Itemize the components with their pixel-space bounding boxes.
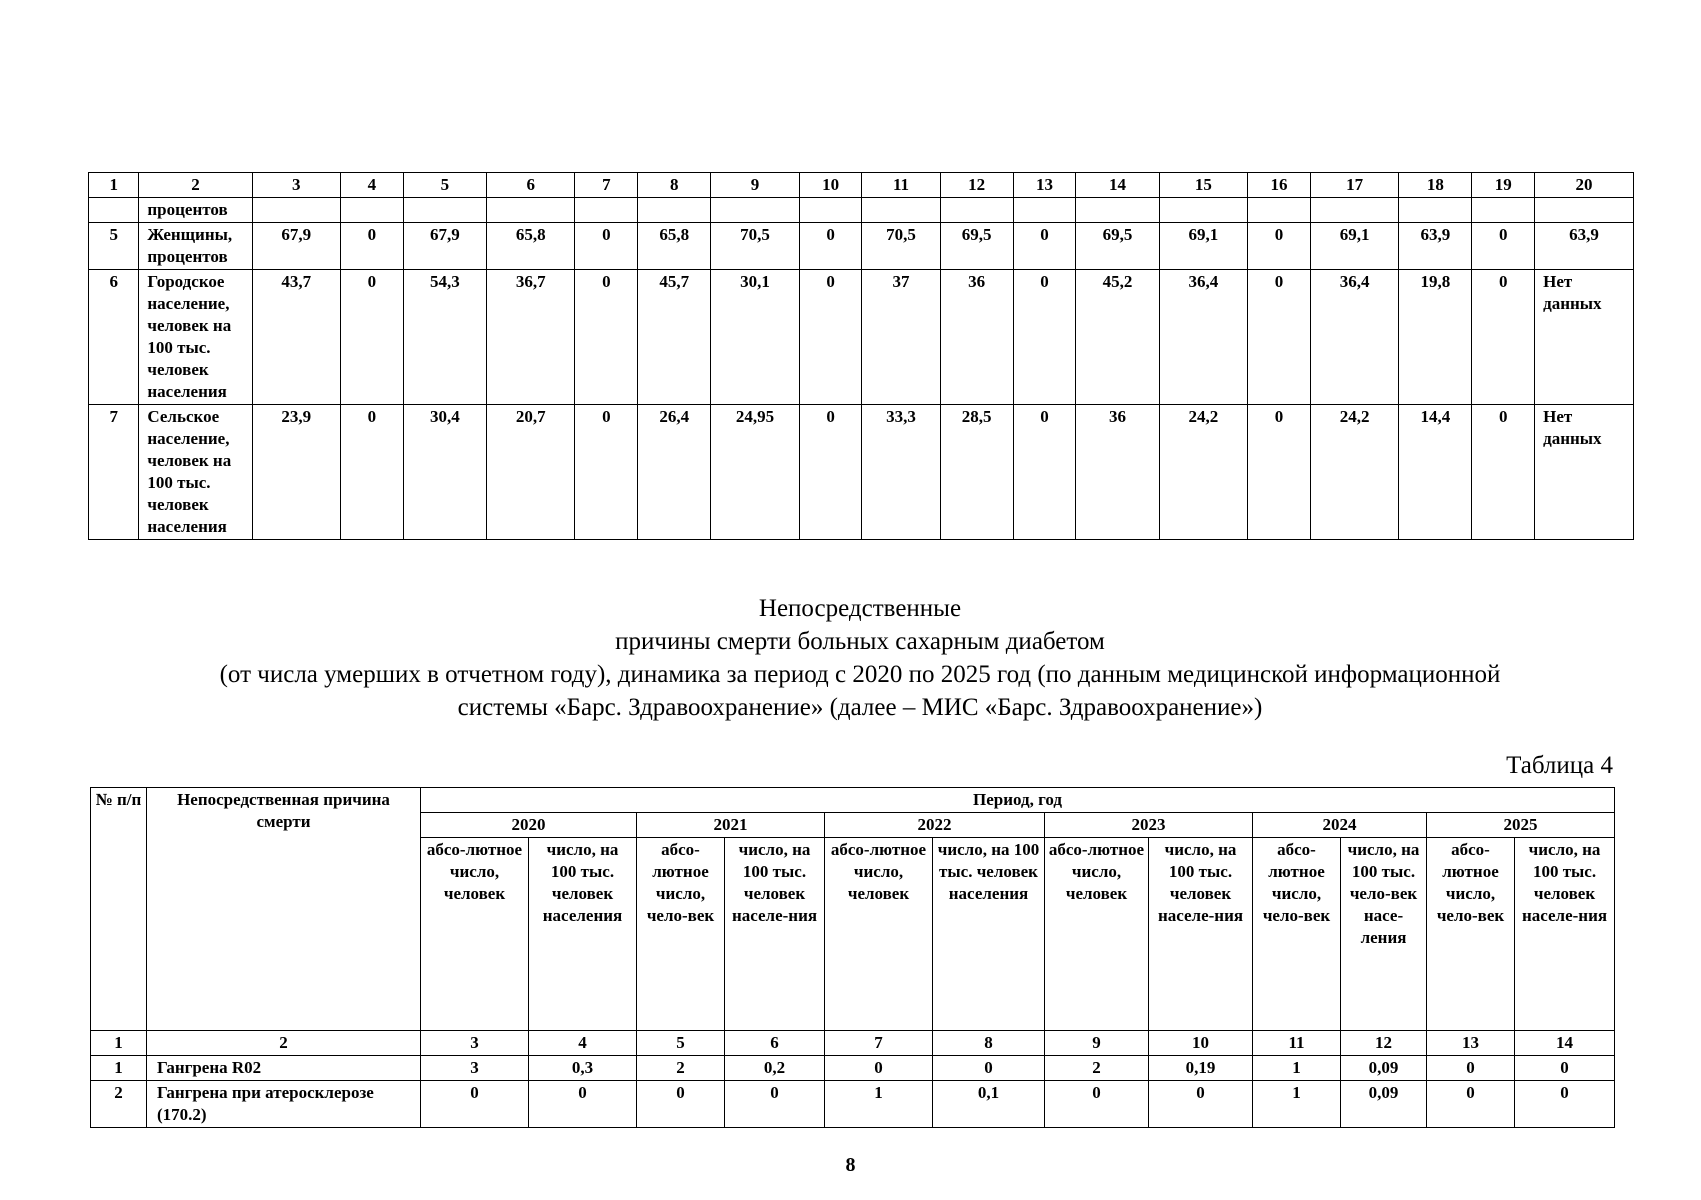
table-label: Таблица 4: [1506, 752, 1613, 779]
table-cell: Нет данных: [1535, 270, 1634, 405]
table-cell: 69,5: [1076, 223, 1159, 270]
column-number: 2: [139, 173, 252, 198]
table-cell: 0: [1013, 270, 1076, 405]
column-number: 7: [825, 1031, 933, 1056]
table-cell: 65,8: [638, 223, 711, 270]
column-number: 8: [638, 173, 711, 198]
subheader: число, на 100 тыс. человек населе-ния: [1149, 838, 1253, 1031]
column-number: 11: [1253, 1031, 1341, 1056]
table-cell: [711, 198, 799, 223]
subheader: абсо-лютное число, человек: [1045, 838, 1149, 1031]
table-cell: 0: [1515, 1081, 1615, 1128]
column-number: 14: [1076, 173, 1159, 198]
table-cell: 63,9: [1535, 223, 1634, 270]
table-cell: 0: [1248, 405, 1311, 540]
period-header: Период, год: [421, 788, 1615, 813]
table-cell: 0,09: [1341, 1081, 1427, 1128]
table-row: [89, 405, 1634, 540]
table-cell: 36: [1076, 405, 1159, 540]
page-number: 8: [845, 1154, 856, 1176]
table-cell: 3: [421, 1056, 529, 1081]
column-number: 4: [340, 173, 403, 198]
table-cell: 28,5: [940, 405, 1013, 540]
table-cell: 36: [940, 270, 1013, 405]
column-number: 5: [403, 173, 486, 198]
subheader: число, на 100 тыс. чело-век насе-ления: [1341, 838, 1427, 1031]
table-cell: 63,9: [1399, 223, 1472, 270]
subheader: абсо-лютное число, чело-век: [1427, 838, 1515, 1031]
cause-cell: Гангрена при атеросклерозе (170.2): [147, 1081, 421, 1128]
subheader: число, на 100 тыс. человек населения: [529, 838, 637, 1031]
subheader: абсо-лютное число, человек: [421, 838, 529, 1031]
column-number: 9: [711, 173, 799, 198]
table-cell: 2: [1045, 1056, 1149, 1081]
column-number: 8: [933, 1031, 1045, 1056]
row-label: Городское население, человек на 100 тыс. человек населения: [139, 270, 252, 405]
table-cell: 30,4: [403, 405, 486, 540]
column-number: 20: [1535, 173, 1634, 198]
year-header: 2020: [421, 813, 637, 838]
table-cell: 0: [637, 1081, 725, 1128]
table-cell: 7: [89, 405, 139, 540]
column-number: 13: [1013, 173, 1076, 198]
table-cell: 1: [825, 1081, 933, 1128]
table-cell: 54,3: [403, 270, 486, 405]
cause-cell: Гангрена R02: [147, 1056, 421, 1081]
col-num-header: № п/п: [91, 788, 147, 1031]
table-cell: 0: [1013, 223, 1076, 270]
table-row: [91, 1081, 1615, 1128]
table-cell: 33,3: [862, 405, 940, 540]
subheader: абсо-лютное число, чело-век: [1253, 838, 1341, 1031]
table-cell: 0: [1472, 405, 1535, 540]
table-cell: 2: [637, 1056, 725, 1081]
column-number: 11: [862, 173, 940, 198]
table-cell: 24,95: [711, 405, 799, 540]
table-cell: 0: [575, 270, 638, 405]
table-cell: 0: [1045, 1081, 1149, 1128]
table-cell: 0: [340, 223, 403, 270]
column-number: 10: [799, 173, 862, 198]
column-number: 14: [1515, 1031, 1615, 1056]
table-cell: 0,1: [933, 1081, 1045, 1128]
table-cell: 19,8: [1399, 270, 1472, 405]
table-cell: 0: [529, 1081, 637, 1128]
table-cell: 1: [1253, 1056, 1341, 1081]
table-cell: 2: [91, 1081, 147, 1128]
death-causes-table: [90, 787, 1615, 1128]
table-cell: 1: [91, 1056, 147, 1081]
subheader: абсо-лютное число, чело-век: [637, 838, 725, 1031]
column-number: 4: [529, 1031, 637, 1056]
row-label: Женщины, процентов: [139, 223, 252, 270]
table-cell: 26,4: [638, 405, 711, 540]
table-cell: [862, 198, 940, 223]
table-cell: [252, 198, 340, 223]
subheader: число, на 100 тыс. человек населения: [933, 838, 1045, 1031]
table-cell: 1: [1253, 1081, 1341, 1128]
table-cell: [575, 198, 638, 223]
table-cell: [1399, 198, 1472, 223]
column-number-row: [89, 173, 1634, 198]
table-cell: [1310, 198, 1398, 223]
table-cell: [1159, 198, 1247, 223]
table-cell: 0: [1248, 223, 1311, 270]
table-cell: 0: [340, 405, 403, 540]
year-header: 2024: [1253, 813, 1427, 838]
table-cell: 36,4: [1310, 270, 1398, 405]
table-cell: [89, 198, 139, 223]
table-cell: 37: [862, 270, 940, 405]
table-cell: 0: [1013, 405, 1076, 540]
table-cell: 6: [89, 270, 139, 405]
table-cell: [487, 198, 575, 223]
table-cell: 0: [1472, 270, 1535, 405]
table-cell: 0: [1427, 1081, 1515, 1128]
subheader: число, на 100 тыс. человек населе-ния: [725, 838, 825, 1031]
column-number: 1: [91, 1031, 147, 1056]
subheader: абсо-лютное число, человек: [825, 838, 933, 1031]
table-cell: 0: [933, 1056, 1045, 1081]
table-cell: 0: [725, 1081, 825, 1128]
column-number: 6: [725, 1031, 825, 1056]
column-number: 9: [1045, 1031, 1149, 1056]
table-cell: [940, 198, 1013, 223]
col-cause-header: Непосредственная причина смерти: [147, 788, 421, 1031]
table-row: [91, 1056, 1615, 1081]
table-row: [89, 198, 1634, 223]
column-number-row: [91, 1031, 1615, 1056]
table-cell: 43,7: [252, 270, 340, 405]
column-number: 7: [575, 173, 638, 198]
column-number: 12: [940, 173, 1013, 198]
table-cell: 65,8: [487, 223, 575, 270]
table-cell: Нет данных: [1535, 405, 1634, 540]
column-number: 10: [1149, 1031, 1253, 1056]
year-header: 2021: [637, 813, 825, 838]
table-cell: [403, 198, 486, 223]
column-number: 5: [637, 1031, 725, 1056]
table-cell: 69,1: [1310, 223, 1398, 270]
table-cell: 36,7: [487, 270, 575, 405]
table-cell: [1472, 198, 1535, 223]
table-cell: 69,5: [940, 223, 1013, 270]
table-cell: 0: [1515, 1056, 1615, 1081]
table-cell: 45,2: [1076, 270, 1159, 405]
column-number: 19: [1472, 173, 1535, 198]
table-cell: [340, 198, 403, 223]
table-cell: [1076, 198, 1159, 223]
table-cell: 0: [1472, 223, 1535, 270]
year-header: 2023: [1045, 813, 1253, 838]
table-cell: [1248, 198, 1311, 223]
table-cell: 36,4: [1159, 270, 1247, 405]
table-cell: 0: [825, 1056, 933, 1081]
table-cell: 0,3: [529, 1056, 637, 1081]
column-number: 6: [487, 173, 575, 198]
table-cell: 45,7: [638, 270, 711, 405]
row-label: Сельское население, человек на 100 тыс. человек населения: [139, 405, 252, 540]
table-cell: 0: [575, 405, 638, 540]
column-number: 13: [1427, 1031, 1515, 1056]
column-number: 16: [1248, 173, 1311, 198]
table-cell: 70,5: [862, 223, 940, 270]
table-cell: 5: [89, 223, 139, 270]
column-number: 18: [1399, 173, 1472, 198]
table-cell: [638, 198, 711, 223]
table-cell: 24,2: [1310, 405, 1398, 540]
column-number: 3: [252, 173, 340, 198]
column-number: 1: [89, 173, 139, 198]
table-row: [89, 270, 1634, 405]
section-title-line-3: (от числа умерших в отчетном году), динамика за период с 2020 по 2025 год (по данным медицинской информационной: [219, 661, 1501, 688]
table-cell: 0: [799, 405, 862, 540]
column-number: 2: [147, 1031, 421, 1056]
table-cell: [1535, 198, 1634, 223]
table-row: [89, 223, 1634, 270]
table-cell: 67,9: [252, 223, 340, 270]
section-title-line-4: системы «Барс. Здравоохранение» (далее – МИС «Барс. Здравоохранение»): [457, 694, 1263, 721]
table-cell: 0: [340, 270, 403, 405]
table-cell: 30,1: [711, 270, 799, 405]
column-number: 17: [1310, 173, 1398, 198]
table-cell: 0: [1248, 270, 1311, 405]
row-label: процентов: [139, 198, 252, 223]
table-cell: 0,09: [1341, 1056, 1427, 1081]
section-title-line-2: причины смерти больных сахарным диабетом: [615, 628, 1105, 655]
column-number: 12: [1341, 1031, 1427, 1056]
year-header: 2025: [1427, 813, 1615, 838]
column-number: 15: [1159, 173, 1247, 198]
section-title-line-1: Непосредственные: [758, 595, 962, 622]
table-cell: 0: [1427, 1056, 1515, 1081]
table-cell: [1013, 198, 1076, 223]
table-cell: 24,2: [1159, 405, 1247, 540]
table-cell: [799, 198, 862, 223]
table-cell: 0: [799, 270, 862, 405]
table-cell: 70,5: [711, 223, 799, 270]
table-cell: 69,1: [1159, 223, 1247, 270]
table-cell: 0: [575, 223, 638, 270]
table-cell: 0,19: [1149, 1056, 1253, 1081]
subheader: число, на 100 тыс. человек населе-ния: [1515, 838, 1615, 1031]
continuation-table: [88, 172, 1634, 540]
table-cell: 0,2: [725, 1056, 825, 1081]
table-cell: 0: [421, 1081, 529, 1128]
table-cell: 0: [1149, 1081, 1253, 1128]
column-number: 3: [421, 1031, 529, 1056]
table-cell: 20,7: [487, 405, 575, 540]
table-cell: 67,9: [403, 223, 486, 270]
table-cell: 0: [799, 223, 862, 270]
table-cell: 23,9: [252, 405, 340, 540]
year-header: 2022: [825, 813, 1045, 838]
table-cell: 14,4: [1399, 405, 1472, 540]
